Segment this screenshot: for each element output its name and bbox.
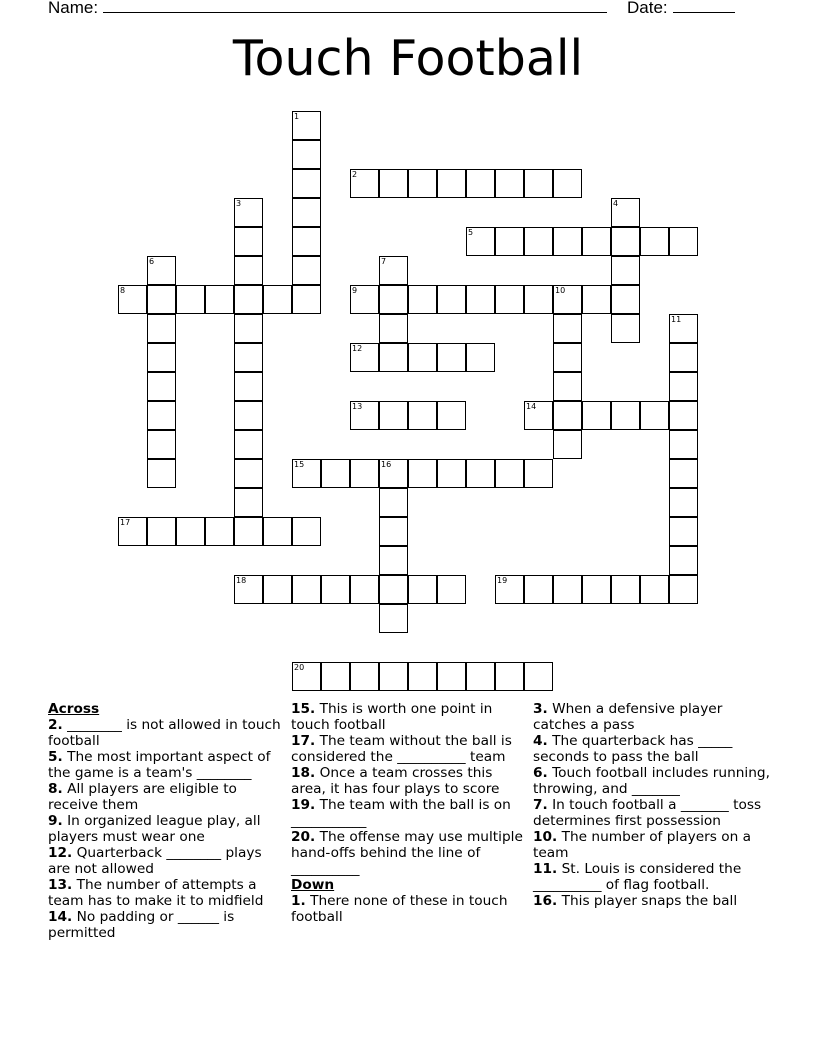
grid-cell[interactable]: [437, 575, 466, 604]
grid-cell[interactable]: [292, 517, 321, 546]
cell-number: 17: [120, 518, 131, 527]
across-clue: 8. All players are eligible to receive them: [48, 781, 237, 813]
grid-cell[interactable]: [437, 285, 466, 314]
grid-cell[interactable]: [147, 517, 176, 546]
grid-cell[interactable]: [669, 575, 698, 604]
across-clue: 12. Quarterback ________ plays are not allowed: [48, 845, 262, 877]
grid-cell[interactable]: [553, 575, 582, 604]
grid-cell[interactable]: [263, 285, 292, 314]
grid-cell[interactable]: [292, 198, 321, 227]
grid-cell[interactable]: [437, 343, 466, 372]
cell-number: 15: [294, 460, 305, 469]
grid-cell[interactable]: [669, 517, 698, 546]
grid-cell[interactable]: [408, 285, 437, 314]
grid-cell[interactable]: [466, 459, 495, 488]
cell-number: 19: [497, 576, 508, 585]
grid-cell[interactable]: [669, 227, 698, 256]
cell-number: 11: [671, 315, 682, 324]
grid-cell[interactable]: [350, 459, 379, 488]
grid-cell[interactable]: [147, 401, 176, 430]
grid-cell[interactable]: [524, 575, 553, 604]
grid-cell[interactable]: [582, 401, 611, 430]
grid-cell[interactable]: [582, 285, 611, 314]
grid-cell[interactable]: [408, 343, 437, 372]
down-clue: 4. The quarterback has _____ seconds to pass the ball: [533, 733, 733, 765]
grid-cell[interactable]: [611, 314, 640, 343]
grid-cell[interactable]: [292, 256, 321, 285]
grid-cell[interactable]: [553, 372, 582, 401]
cell-number: 2: [352, 170, 358, 179]
grid-cell[interactable]: [669, 430, 698, 459]
grid-cell[interactable]: [524, 285, 553, 314]
grid-cell[interactable]: [379, 314, 408, 343]
grid-cell[interactable]: [640, 575, 669, 604]
across-heading: Across: [48, 701, 100, 717]
across-clue: 15. This is worth one point in touch football: [291, 701, 493, 733]
grid-cell[interactable]: [234, 372, 263, 401]
grid-cell[interactable]: [350, 662, 379, 691]
grid-cell[interactable]: [147, 285, 176, 314]
grid-cell[interactable]: [263, 517, 292, 546]
grid-cell[interactable]: [495, 459, 524, 488]
grid-cell[interactable]: [611, 256, 640, 285]
across-clue: 2. ________ is not allowed in touch football: [48, 717, 281, 749]
down-clue: 1. There none of these in touch football: [291, 893, 508, 925]
grid-cell[interactable]: [234, 401, 263, 430]
grid-cell[interactable]: [669, 488, 698, 517]
grid-cell[interactable]: [466, 169, 495, 198]
grid-cell[interactable]: [524, 662, 553, 691]
grid-cell[interactable]: [611, 401, 640, 430]
cell-number: 14: [526, 402, 537, 411]
grid-cell[interactable]: [408, 169, 437, 198]
grid-cell[interactable]: [495, 662, 524, 691]
grid-cell[interactable]: [205, 517, 234, 546]
grid-cell[interactable]: [582, 227, 611, 256]
grid-cell[interactable]: [466, 662, 495, 691]
grid-cell[interactable]: [524, 227, 553, 256]
grid-cell[interactable]: [379, 662, 408, 691]
grid-cell[interactable]: [669, 546, 698, 575]
grid-cell[interactable]: [379, 343, 408, 372]
grid-cell[interactable]: [147, 343, 176, 372]
grid-cell[interactable]: [495, 227, 524, 256]
down-heading: Down: [291, 877, 335, 893]
grid-cell[interactable]: [234, 314, 263, 343]
grid-cell[interactable]: [553, 169, 582, 198]
across-clue: 14. No padding or ______ is permitted: [48, 909, 235, 941]
grid-cell[interactable]: [495, 169, 524, 198]
cell-number: 9: [352, 286, 358, 295]
grid-cell[interactable]: [234, 488, 263, 517]
grid-cell[interactable]: [379, 401, 408, 430]
grid-cell[interactable]: [611, 285, 640, 314]
clue-column-2: [291, 701, 531, 925]
grid-cell[interactable]: [321, 662, 350, 691]
grid-cell[interactable]: [321, 459, 350, 488]
grid-cell[interactable]: [176, 285, 205, 314]
cell-number: 7: [381, 257, 387, 266]
grid-cell[interactable]: [379, 285, 408, 314]
grid-cell[interactable]: [582, 575, 611, 604]
grid-cell[interactable]: [437, 662, 466, 691]
grid-cell[interactable]: [379, 169, 408, 198]
grid-cell[interactable]: [524, 459, 553, 488]
cell-number: 16: [381, 460, 392, 469]
grid-cell[interactable]: [408, 459, 437, 488]
grid-cell[interactable]: [292, 575, 321, 604]
grid-cell[interactable]: [379, 575, 408, 604]
across-clue: 19. The team with the ball is on ___________: [291, 797, 511, 829]
across-clue: 20. The offense may use multiple hand-offs behind the line of __________: [291, 829, 523, 877]
cell-number: 4: [613, 199, 619, 208]
name-label: Name:: [48, 0, 99, 17]
grid-cell[interactable]: [611, 575, 640, 604]
grid-cell[interactable]: [379, 604, 408, 633]
grid-cell[interactable]: [379, 546, 408, 575]
grid-cell[interactable]: [147, 314, 176, 343]
across-clue: 18. Once a team crosses this area, it has four plays to score: [291, 765, 500, 797]
down-clue: 16. This player snaps the ball: [533, 893, 738, 909]
grid-cell[interactable]: [292, 227, 321, 256]
grid-cell[interactable]: [437, 169, 466, 198]
grid-cell[interactable]: [292, 169, 321, 198]
grid-cell[interactable]: [292, 285, 321, 314]
across-clue: 5. The most important aspect of the game is a team's ________: [48, 749, 271, 781]
grid-cell[interactable]: [292, 140, 321, 169]
grid-cell[interactable]: [553, 314, 582, 343]
grid-cell[interactable]: [379, 517, 408, 546]
grid-cell[interactable]: [263, 575, 292, 604]
cell-number: 10: [555, 286, 566, 295]
grid-cell[interactable]: [176, 517, 205, 546]
grid-cell[interactable]: [234, 227, 263, 256]
grid-cell[interactable]: [379, 488, 408, 517]
grid-cell[interactable]: [234, 343, 263, 372]
down-clue: 11. St. Louis is considered the __________ of flag football.: [533, 861, 742, 893]
date-label: Date:: [627, 0, 668, 17]
cell-number: 6: [149, 257, 155, 266]
clue-column-1: [48, 701, 288, 941]
clue-column-3: [533, 701, 773, 909]
cell-number: 1: [294, 112, 300, 121]
grid-cell[interactable]: [234, 517, 263, 546]
grid-cell[interactable]: [553, 430, 582, 459]
down-clue: 10. The number of players on a team: [533, 829, 752, 861]
across-clue: 9. In organized league play, all players must wear one: [48, 813, 261, 845]
across-clue: 13. The number of attempts a team has to make it to midfield: [48, 877, 264, 909]
grid-cell[interactable]: [408, 401, 437, 430]
grid-cell[interactable]: [234, 285, 263, 314]
grid-cell[interactable]: [350, 575, 379, 604]
grid-cell[interactable]: [147, 459, 176, 488]
grid-cell[interactable]: [669, 401, 698, 430]
grid-cell[interactable]: [147, 372, 176, 401]
grid-cell[interactable]: [408, 662, 437, 691]
grid-cell[interactable]: [669, 343, 698, 372]
grid-cell[interactable]: [640, 401, 669, 430]
cell-number: 20: [294, 663, 305, 672]
cell-number: 5: [468, 228, 474, 237]
grid-cell[interactable]: [495, 285, 524, 314]
grid-cell[interactable]: [553, 343, 582, 372]
cell-number: 3: [236, 199, 242, 208]
cell-number: 13: [352, 402, 363, 411]
grid-cell[interactable]: [321, 575, 350, 604]
grid-cell[interactable]: [611, 227, 640, 256]
grid-cell[interactable]: [205, 285, 234, 314]
grid-cell[interactable]: [524, 169, 553, 198]
grid-cell[interactable]: [234, 430, 263, 459]
grid-cell[interactable]: [466, 343, 495, 372]
grid-cell[interactable]: [437, 459, 466, 488]
cell-number: 18: [236, 576, 247, 585]
down-clue: 3. When a defensive player catches a pass: [533, 701, 723, 733]
across-clue: 17. The team without the ball is considered the __________ team: [291, 733, 512, 765]
cell-number: 8: [120, 286, 126, 295]
grid-cell[interactable]: [669, 459, 698, 488]
grid-cell[interactable]: [437, 401, 466, 430]
puzzle-title: Touch Football: [232, 30, 584, 87]
down-clue: 7. In touch football a _______ toss determines first possession: [533, 797, 762, 829]
grid-cell[interactable]: [466, 285, 495, 314]
grid-cell[interactable]: [234, 459, 263, 488]
grid-cell[interactable]: [408, 575, 437, 604]
grid-cell[interactable]: [553, 401, 582, 430]
grid-cell[interactable]: [669, 372, 698, 401]
grid-cell[interactable]: [147, 430, 176, 459]
cell-number: 12: [352, 344, 363, 353]
grid-cell[interactable]: [234, 256, 263, 285]
down-clue: 6. Touch football includes running, throwing, and _______: [533, 765, 770, 797]
grid-cell[interactable]: [553, 227, 582, 256]
grid-cell[interactable]: [640, 227, 669, 256]
